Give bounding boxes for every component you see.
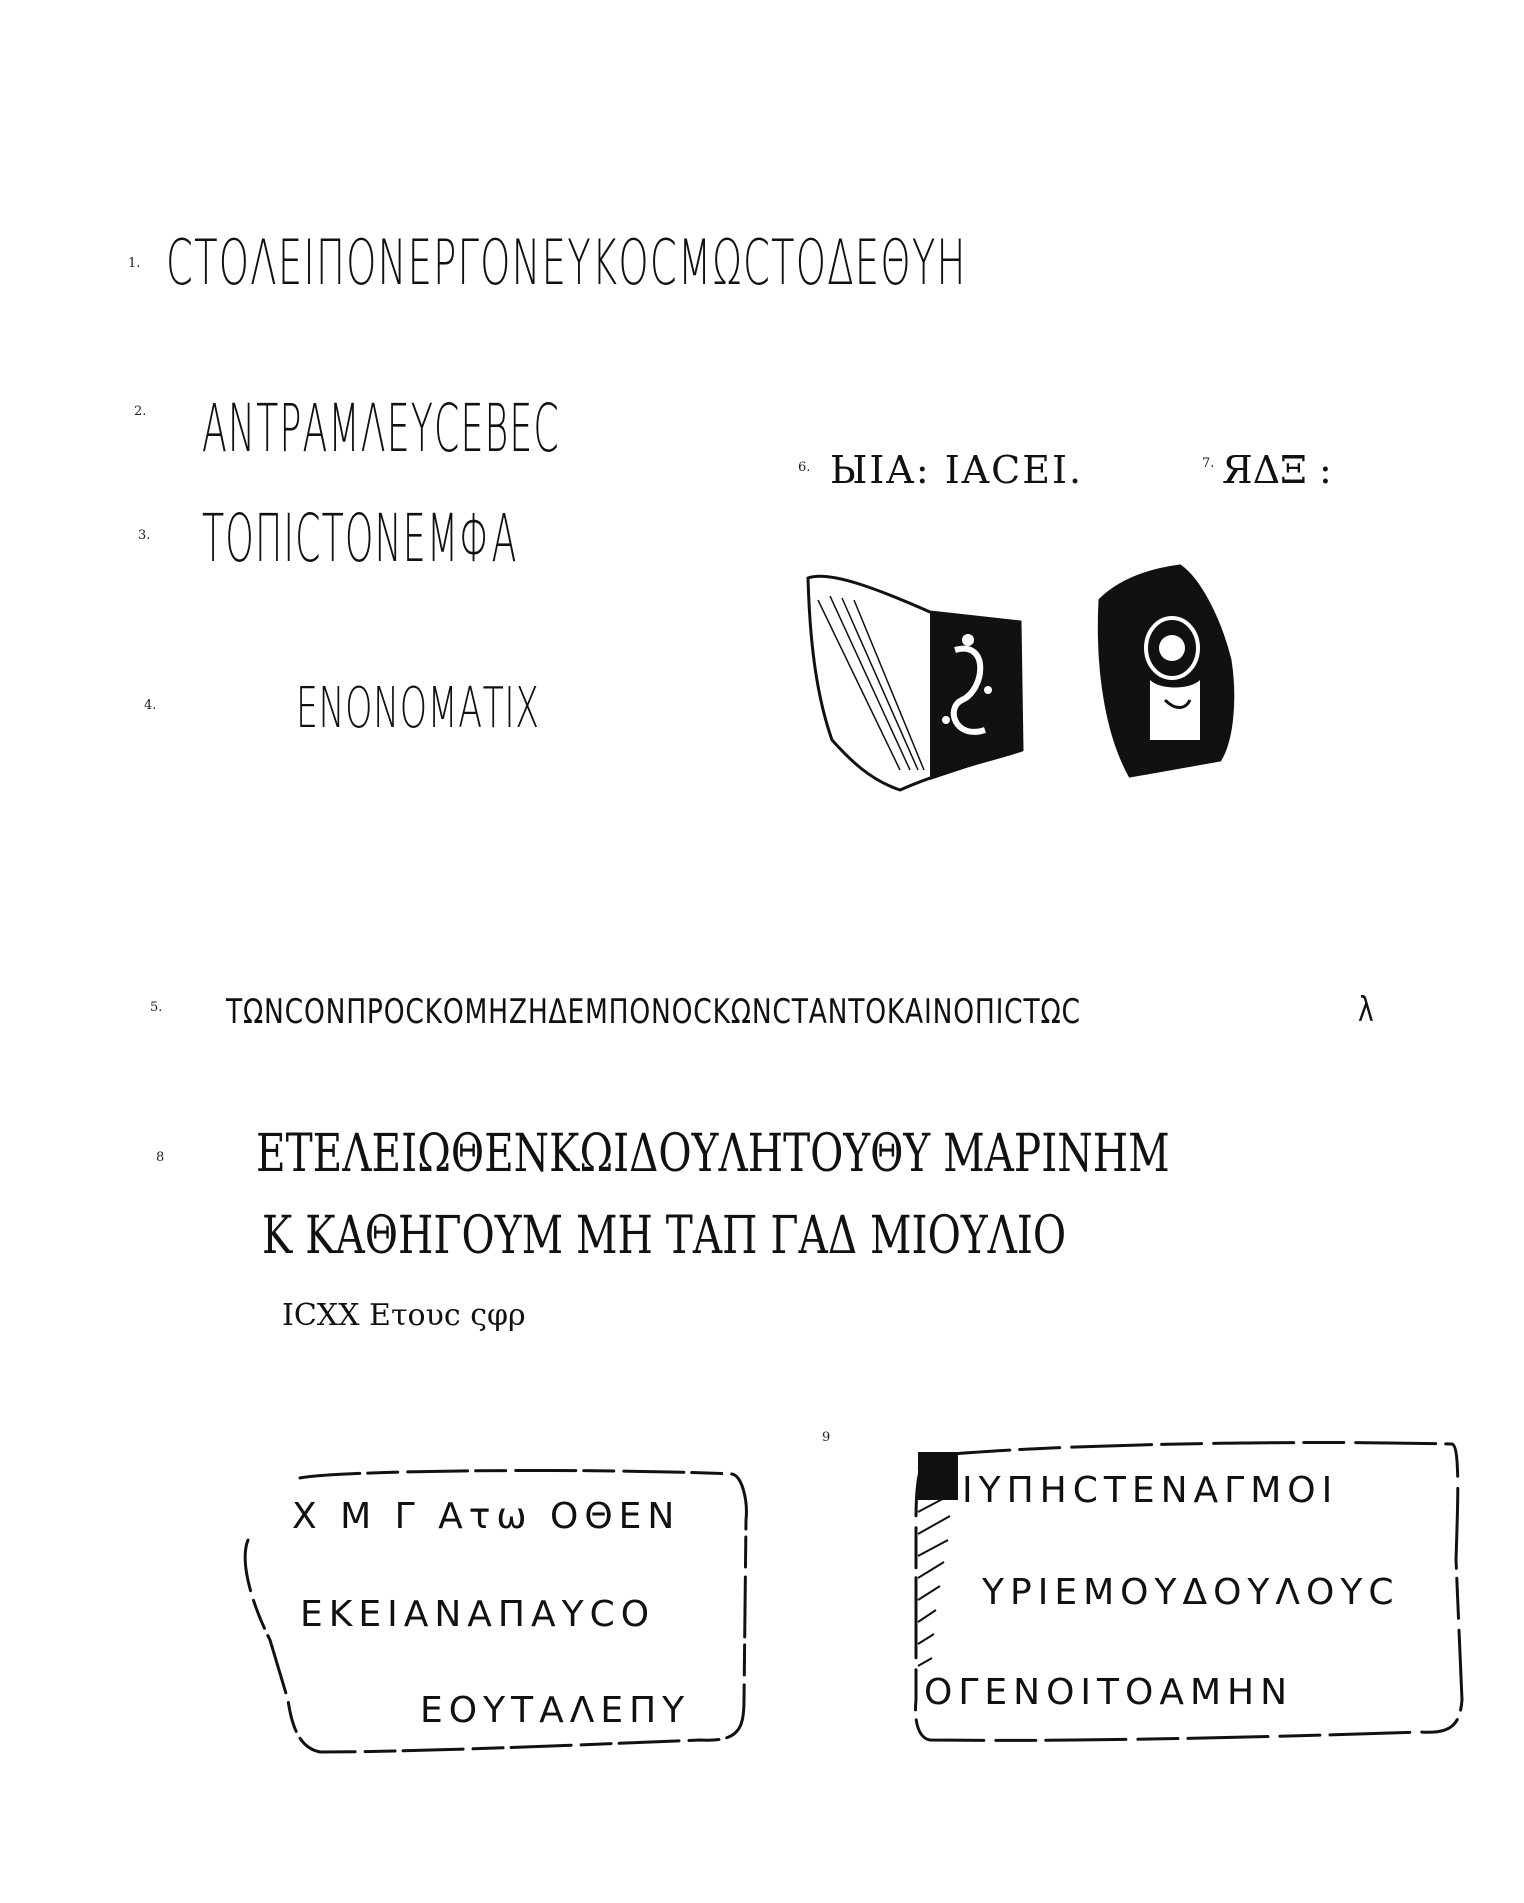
label-number-3: 3. (138, 528, 151, 543)
label-number-2: 2. (134, 404, 147, 419)
inscription-8-line-2: Κ ΚΑΘΗΓΟΥΜ ΜΗ ΤΑΠ ΓΑΔ ΜΙΟΥΛΙΟ (262, 1206, 1067, 1266)
fragment-left (808, 576, 1022, 790)
label-number-7: 7. (1202, 456, 1215, 471)
inscription-1: CΤΟΛΕΙΠΟΝΕΡΓΟΝΕΥΚΟCΜΩCΤΟΔΕΘΥΗ (166, 226, 967, 299)
inscription-8-line-1: ΕΤΕΛΕΙΩΘΕΝΚΩΙΔΟΥΛΗΤΟΥΘΥ ΜΑΡΙΝΗΜ (256, 1124, 1170, 1184)
tablet-left-line-1: Χ Μ Γ Ατω ΟΘΕΝ (292, 1496, 681, 1537)
inscription-5: ΤΩΝCΟΝΠΡΟCΚΟΜΗΖΗΔΕΜΠΟΝΟCΚΩΝCΤΑΝΤΟΚΑΙΝΟΠΙCΤΩC (226, 992, 1081, 1032)
inscription-4: ΕΝΟΝΟΜΑΤΙΧ (296, 676, 540, 741)
inscription-5-end: λ (1358, 990, 1375, 1030)
tablet-left-line-3: ΕΟΥΤΑΛΕΠΥ (420, 1690, 691, 1731)
label-number-8: 8 (156, 1150, 165, 1165)
label-number-4: 4. (144, 698, 157, 713)
tablet-right-line-3: ΟΓΕΝΟΙΤΟΑΜΗΝ (924, 1672, 1294, 1713)
fragment-right (1099, 566, 1232, 776)
inscription-7: ЯΔΞ : (1222, 448, 1332, 492)
tablet-right-line-2: ΥΡΙΕΜΟΥΔΟΥΛΟΥC (982, 1572, 1400, 1613)
label-number-9: 9 (822, 1430, 831, 1445)
inscription-3: ΤΟΠΙCΤΟΝΕΜΦΑ (202, 500, 518, 577)
inscription-6: ЫΙΑ: ΙΑCΕΙ. (830, 448, 1084, 492)
inscription-2: ΑΝΤΡΑΜΛΕΥCΕΒΕC (202, 390, 560, 467)
inscription-8-line-3: ΙCΧΧ Ετουc ςφρ (282, 1298, 526, 1333)
tablet-right-line-1: ΙΥΠΗCΤΕΝΑΓΜΟΙ (962, 1470, 1339, 1511)
label-number-1: 1. (128, 256, 141, 271)
tablet-left-line-2: ΕΚΕΙΑΝΑΠΑΥCΟ (300, 1594, 656, 1635)
tablet-right-dark-corner (918, 1452, 958, 1500)
label-number-6: 6. (798, 460, 811, 475)
label-number-5: 5. (150, 1000, 163, 1015)
